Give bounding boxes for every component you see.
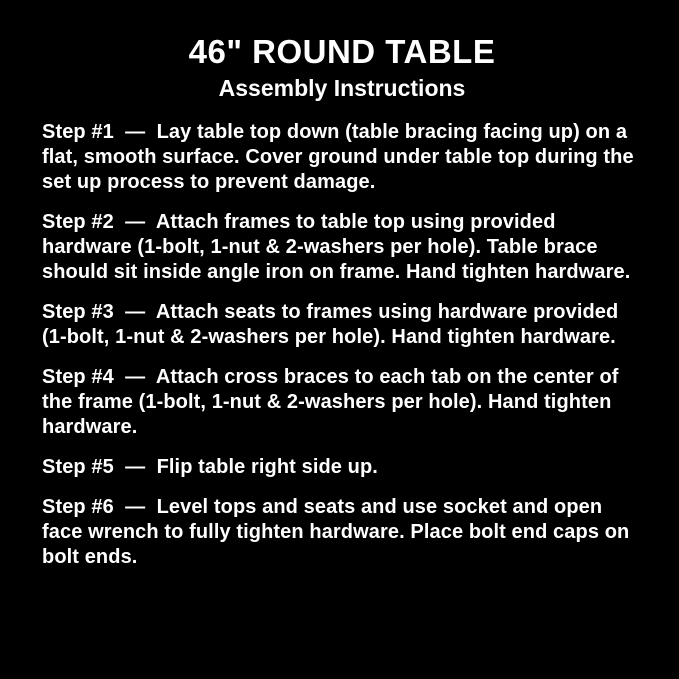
page-title: 46" ROUND TABLE: [188, 33, 496, 70]
poster-header: [42, 34, 642, 102]
step-2-paragraph: Step #2 — Attach frames to table top using provided hardware (1-bolt, 1-nut & 2-washers per hole). Table brace should sit inside angle iron on frame. Hand tighten hardware.: [42, 210, 631, 283]
step-4-paragraph: Step #4 — Attach cross braces to each tab on the center of the frame (1-bolt, 1-nut & 2-washers per hole). Hand tighten hardware.: [42, 365, 625, 438]
step-5-paragraph: Step #5 — Flip table right side up.: [42, 455, 378, 478]
step-3-paragraph: Step #3 — Attach seats to frames using hardware provided (1-bolt, 1-nut & 2-washers per hole). Hand tighten hardware.: [42, 300, 624, 348]
steps-list: [42, 120, 642, 570]
page-subtitle: Assembly Instructions: [218, 75, 466, 102]
step-1-paragraph: Step #1 — Lay table top down (table bracing facing up) on a flat, smooth surface. Cover ground under table top during the set up process to prevent damage.: [42, 120, 640, 193]
step-6-paragraph: Step #6 — Level tops and seats and use socket and open face wrench to fully tighten hardware. Place bolt end caps on bolt ends.: [42, 495, 636, 568]
